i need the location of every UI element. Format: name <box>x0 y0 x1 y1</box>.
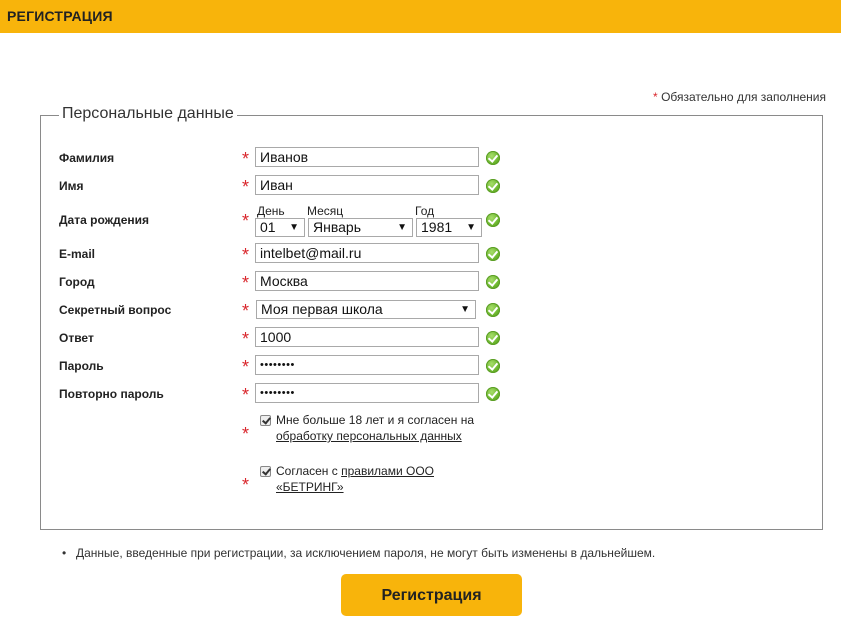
year-value: 1981 <box>421 219 453 235</box>
month-value: Январь <box>313 219 361 235</box>
info-note-text: Данные, введенные при регистрации, за исключением пароля, не могут быть изменены в дальнейшем. <box>76 546 656 560</box>
check-circle-icon <box>486 213 500 227</box>
triangle-down-icon: ▼ <box>289 222 299 233</box>
month-label: Месяц <box>307 204 344 218</box>
company-link[interactable]: «БЕТРИНГ» <box>276 480 344 494</box>
required-star: * <box>242 385 250 405</box>
rules-agreement-checkbox[interactable] <box>260 466 271 477</box>
rules-agreement-label: Согласен с <box>276 464 342 478</box>
required-note-text: Обязательно для заполнения <box>661 90 826 104</box>
day-select[interactable] <box>255 218 305 237</box>
password-input[interactable]: •••••••• <box>255 355 479 375</box>
row-email <box>0 243 841 267</box>
year-select[interactable] <box>416 218 482 237</box>
day-value: 01 <box>260 219 276 235</box>
bullet-icon: • <box>62 546 67 560</box>
required-star: * <box>242 357 250 377</box>
day-label: День <box>257 204 285 218</box>
check-circle-icon <box>486 179 500 193</box>
check-circle-icon <box>486 275 500 289</box>
required-star: * <box>242 301 250 321</box>
answer-input[interactable]: 1000 <box>255 327 479 347</box>
check-circle-icon <box>486 303 500 317</box>
firstname-label: Имя <box>59 179 84 193</box>
lastname-input[interactable]: Иванов <box>255 147 479 167</box>
register-button[interactable]: Регистрация <box>341 574 522 616</box>
password-repeat-input[interactable]: •••••••• <box>255 383 479 403</box>
rules-agreement-text <box>276 463 434 495</box>
row-answer <box>0 327 841 351</box>
triangle-down-icon: ▼ <box>460 304 470 315</box>
secret-question-value: Моя первая школа <box>261 301 383 317</box>
age-agreement-label: Мне больше 18 лет и я согласен на <box>276 413 474 427</box>
email-input[interactable]: intelbet@mail.ru <box>255 243 479 263</box>
rules-link[interactable]: правилами ООО <box>341 464 434 478</box>
answer-label: Ответ <box>59 331 94 345</box>
check-circle-icon <box>486 359 500 373</box>
required-star: * <box>242 329 250 349</box>
month-select[interactable] <box>308 218 413 237</box>
password-label: Пароль <box>59 359 104 373</box>
required-note <box>653 90 826 104</box>
required-star: * <box>242 475 250 495</box>
row-password <box>0 355 841 379</box>
email-label: E-mail <box>59 247 96 261</box>
required-star: * <box>242 177 250 197</box>
row-city <box>0 271 841 295</box>
check-circle-icon <box>486 247 500 261</box>
row-age-agreement <box>0 412 841 446</box>
required-star: * <box>242 149 250 169</box>
required-star: * <box>242 245 250 265</box>
row-birthdate <box>0 203 841 239</box>
row-password-repeat <box>0 383 841 407</box>
info-note <box>62 546 655 560</box>
header-bar <box>0 0 841 33</box>
secret-question-select[interactable] <box>256 300 476 319</box>
required-star: * <box>653 90 658 104</box>
age-agreement-text <box>276 412 474 444</box>
city-input[interactable]: Москва <box>255 271 479 291</box>
required-star: * <box>242 273 250 293</box>
age-agreement-checkbox[interactable] <box>260 415 271 426</box>
required-star: * <box>242 211 250 231</box>
firstname-input[interactable]: Иван <box>255 175 479 195</box>
required-star: * <box>242 424 250 444</box>
row-rules-agreement <box>0 463 841 497</box>
row-firstname <box>0 175 841 199</box>
triangle-down-icon: ▼ <box>466 222 476 233</box>
lastname-label: Фамилия <box>59 151 115 165</box>
city-label: Город <box>59 275 95 289</box>
personal-data-link[interactable]: обработку персональных данных <box>276 429 462 443</box>
secret-question-label: Секретный вопрос <box>59 303 172 317</box>
year-label: Год <box>415 204 435 218</box>
row-lastname <box>0 147 841 171</box>
birthdate-label: Дата рождения <box>59 213 150 227</box>
check-circle-icon <box>486 331 500 345</box>
password-repeat-label: Повторно пароль <box>59 387 164 401</box>
triangle-down-icon: ▼ <box>397 222 407 233</box>
check-circle-icon <box>486 151 500 165</box>
row-secret-question <box>0 299 841 323</box>
page-title: РЕГИСТРАЦИЯ <box>7 8 113 24</box>
fieldset-legend: Персональные данные <box>59 105 237 123</box>
check-circle-icon <box>486 387 500 401</box>
